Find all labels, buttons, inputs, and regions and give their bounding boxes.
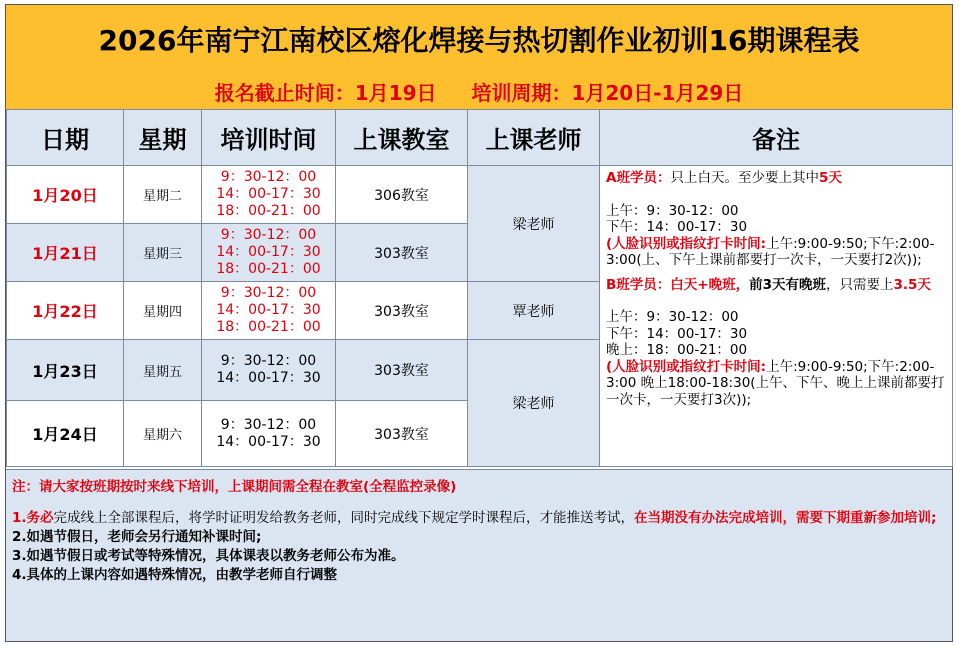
row-date: 1月23日 [7, 340, 124, 401]
time-slot: 18：00-21：00 [216, 319, 321, 335]
row-date: 1月22日 [7, 282, 124, 340]
teacher-cell: 梁老师 [468, 166, 600, 282]
notes-cell: A班学员：只上白天。至少要上其中5天 上午：9：30-12：00 下午：14：00-17：30 (人脸识别或指纹打卡时间:上午:9:00-9:50;下午:2:00-3:00(上、下午上课前都要打一次卡，一天要打2次)); B班学员：白天+晚班，前3天有晚班，只需要上3.5天 上午：9：30-12：00 下午：14：00-17：30 晚上：18：00-21：00 (人脸识别或指纹打卡时间:上午:9:00-9:50;下午:2:00-3:00 晚上18:00-18:30(上午、下午、晚上上课前都要打一次卡，一天要打3次)); [600, 166, 953, 467]
table-row [7, 166, 953, 224]
notes-class-b-checkin: (人脸识别或指纹打卡时间:上午:9:00-9:50;下午:2:00-3:00 晚上18:00-18:30(上午、下午、晚上上课前都要打一次卡，一天要打3次)); [606, 358, 945, 408]
schedule-table [6, 109, 953, 467]
time-slot: 14：00-17：30 [216, 433, 321, 450]
page-title: 2026年南宁江南校区熔化焊接与热切割作业初训16期课程表 [98, 24, 860, 57]
time-slot: 9：30-12：00 [220, 416, 317, 433]
header-weekday: 星期 [124, 110, 202, 166]
notes-class-b: B班学员：白天+晚班，前3天有晚班，只需要上3.5天 [606, 276, 931, 293]
registration-deadline: 报名截止时间：1月19日 [214, 81, 437, 105]
time-slot: 14：00-17：30 [216, 370, 321, 386]
teacher-cell: 覃老师 [468, 282, 600, 340]
footer-item-4: 4.具体的上课内容如遇特殊情况，由教学老师自行调整 [12, 567, 338, 583]
row-date: 1月20日 [7, 166, 124, 224]
row-weekday: 星期六 [124, 401, 202, 467]
footer-item-1: 1.务必完成线上全部课程后，将学时证明发给教务老师，同时完成线下规定学时课程后，才能推送考试，在当期没有办法完成培训，需要下期重新参加培训; [12, 510, 937, 526]
row-weekday: 星期三 [124, 224, 202, 282]
header-classroom: 上课教室 [336, 110, 468, 166]
teacher-cell: 梁老师 [468, 340, 600, 467]
row-weekday: 星期二 [124, 166, 202, 224]
notes-class-a-checkin: (人脸识别或指纹打卡时间:上午:9:00-9:50;下午:2:00-3:00(上、下午上课前都要打一次卡，一天要打2次)); [606, 235, 935, 268]
row-times [202, 340, 336, 401]
header-time: 培训时间 [202, 110, 336, 166]
time-slot: 9：30-12：00 [220, 227, 317, 243]
row-classroom: 303教室 [336, 401, 468, 467]
schedule-sheet [5, 4, 953, 642]
time-slot: 9：30-12：00 [220, 169, 317, 185]
table-header-row [7, 110, 953, 166]
header-notes: 备注 [600, 110, 953, 166]
row-times [202, 282, 336, 340]
row-weekday: 星期五 [124, 340, 202, 401]
time-slot: 14：00-17：30 [216, 244, 321, 260]
row-classroom: 306教室 [336, 166, 468, 224]
training-period: 培训周期：1月20日-1月29日 [471, 81, 744, 105]
time-slot: 14：00-17：30 [216, 302, 321, 318]
time-slot: 9：30-12：00 [220, 353, 317, 369]
row-date: 1月24日 [7, 401, 124, 467]
row-times [202, 224, 336, 282]
time-slot: 18：00-21：00 [216, 203, 321, 219]
time-slot: 9：30-12：00 [220, 285, 317, 301]
row-classroom: 303教室 [336, 282, 468, 340]
row-classroom: 303教室 [336, 224, 468, 282]
row-times [202, 166, 336, 224]
notes-class-a: A班学员：只上白天。至少要上其中5天 [606, 170, 842, 186]
subtitle [6, 77, 952, 106]
footer-notes [6, 469, 952, 641]
footer-item-3: 3.如遇节假日或考试等特殊情况，具体课表以教务老师公布为准。 [12, 548, 405, 564]
time-slot: 18：00-21：00 [216, 261, 321, 277]
title-band [6, 5, 952, 109]
row-date: 1月21日 [7, 224, 124, 282]
time-slot: 14：00-17：30 [216, 186, 321, 202]
header-teacher: 上课老师 [468, 110, 600, 166]
row-classroom: 303教室 [336, 340, 468, 401]
footer-warning: 注：请大家按班期按时来线下培训，上课期间需全程在教室(全程监控录像) [12, 479, 457, 495]
header-date: 日期 [7, 110, 124, 166]
row-times [202, 401, 336, 467]
footer-item-2: 2.如遇节假日，老师会另行通知补课时间; [12, 529, 262, 545]
row-weekday: 星期四 [124, 282, 202, 340]
